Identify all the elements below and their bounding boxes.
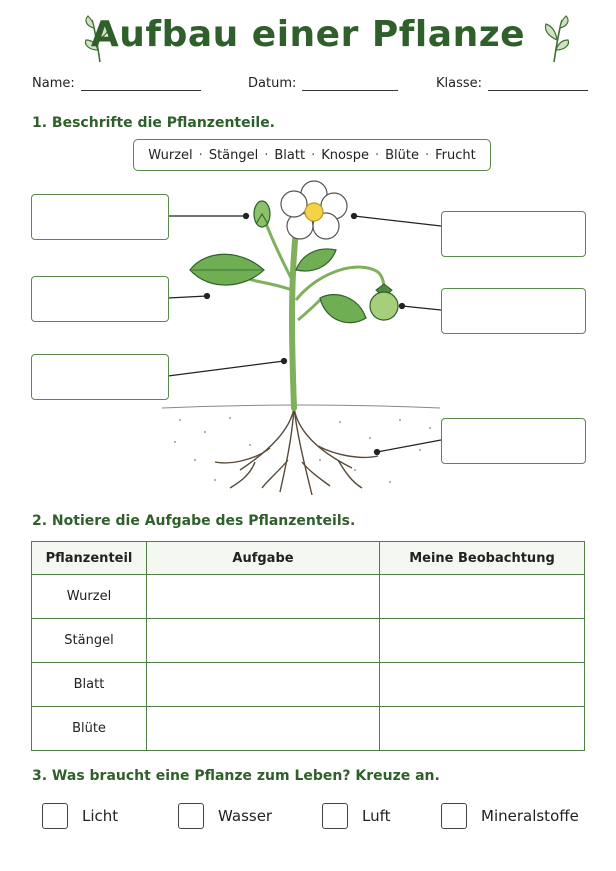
label-box-root[interactable]	[441, 418, 586, 464]
option-wasser[interactable]	[178, 803, 272, 829]
label-box-fruit[interactable]	[441, 288, 586, 334]
aufgabe-cell[interactable]	[147, 663, 380, 707]
row-label-staengel: Stängel	[32, 619, 147, 663]
section1-heading: 1. Beschrifte die Pflanzenteile.	[32, 115, 276, 131]
leader-lines	[168, 214, 441, 455]
label-box-bud[interactable]	[31, 194, 169, 240]
option-luft[interactable]	[322, 803, 391, 829]
section3-heading: 3. Was braucht eine Pflanze zum Leben? Kreuze an.	[32, 768, 440, 784]
main-stem	[292, 230, 296, 408]
word-separator: ·	[374, 147, 380, 163]
label-box-leaf[interactable]	[31, 276, 169, 322]
row-label-wurzel: Wurzel	[32, 575, 147, 619]
datum-label: Datum:	[248, 76, 297, 91]
aufgabe-cell[interactable]	[147, 707, 380, 751]
word-staengel: Stängel	[208, 147, 259, 163]
klasse-field[interactable]	[436, 76, 588, 91]
fruit	[370, 284, 398, 320]
upper-right-leaf	[296, 249, 336, 271]
option-label-licht: Licht	[82, 807, 119, 825]
plant-parts-table	[31, 541, 585, 751]
option-label-mineralstoffe: Mineralstoffe	[481, 807, 579, 825]
table-row	[32, 575, 585, 619]
option-label-luft: Luft	[362, 807, 391, 825]
word-separator: ·	[311, 147, 316, 163]
label-box-stem[interactable]	[31, 354, 169, 400]
word-separator: ·	[198, 147, 203, 163]
checkbox-wasser[interactable]	[178, 803, 204, 829]
word-knospe: Knospe	[321, 147, 369, 163]
option-label-wasser: Wasser	[218, 807, 273, 825]
beobachtung-cell[interactable]	[380, 619, 585, 663]
section2-heading: 2. Notiere die Aufgabe des Pflanzenteils.	[32, 513, 356, 529]
row-label-bluete: Blüte	[32, 707, 147, 751]
klasse-line[interactable]	[488, 78, 588, 91]
checkbox-mineralstoffe[interactable]	[441, 803, 467, 829]
flower	[281, 181, 347, 239]
label-box-flower[interactable]	[441, 211, 586, 257]
soil	[162, 405, 440, 483]
word-separator: ·	[424, 147, 430, 163]
aufgabe-cell[interactable]	[147, 619, 380, 663]
beobachtung-cell[interactable]	[380, 663, 585, 707]
name-line[interactable]	[81, 78, 201, 91]
bud	[254, 201, 270, 227]
datum-field[interactable]	[248, 76, 398, 91]
word-blatt: Blatt	[274, 147, 306, 163]
datum-line[interactable]	[302, 78, 398, 91]
klasse-label: Klasse:	[436, 76, 483, 91]
column-header-pflanzenteil: Pflanzenteil	[32, 542, 147, 575]
option-mineralstoffe[interactable]	[441, 803, 579, 829]
lower-right-leaf	[298, 295, 366, 323]
roots	[215, 408, 378, 495]
beobachtung-cell[interactable]	[380, 707, 585, 751]
option-licht[interactable]	[42, 803, 118, 829]
word-bank	[133, 139, 491, 171]
page-title: Aufbau einer Pflanze	[90, 14, 526, 55]
table-row	[32, 619, 585, 663]
beobachtung-cell[interactable]	[380, 575, 585, 619]
name-field[interactable]	[32, 76, 201, 91]
left-leaf	[190, 254, 292, 290]
aufgabe-cell[interactable]	[147, 575, 380, 619]
name-label: Name:	[32, 76, 75, 91]
word-wurzel: Wurzel	[148, 147, 193, 163]
table-row	[32, 663, 585, 707]
checkbox-licht[interactable]	[42, 803, 68, 829]
row-label-blatt: Blatt	[32, 663, 147, 707]
word-frucht: Frucht	[435, 147, 476, 163]
word-separator: ·	[264, 147, 269, 163]
column-header-beobachtung: Meine Beobachtung	[380, 542, 585, 575]
checkbox-luft[interactable]	[322, 803, 348, 829]
table-row	[32, 707, 585, 751]
word-bluete: Blüte	[385, 147, 419, 163]
column-header-aufgabe: Aufgabe	[147, 542, 380, 575]
